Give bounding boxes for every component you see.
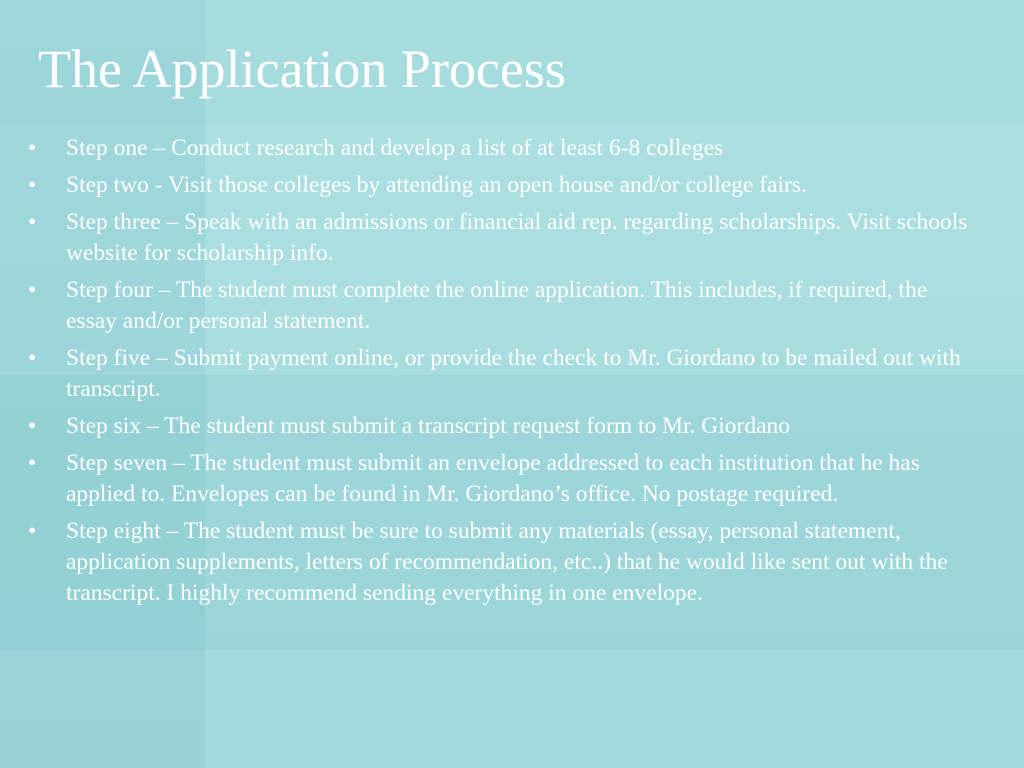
- step-text: Step five – Submit payment online, or provide the check to Mr. Giordano to be mailed out with transcript.: [66, 345, 961, 402]
- steps-list: [24, 133, 984, 615]
- step-text: Step three – Speak with an admissions or financial aid rep. regarding scholarships. Visit schools website for scholarship info.: [66, 209, 968, 266]
- list-item: [24, 411, 984, 442]
- step-text: Step seven – The student must submit an envelope addressed to each institution that he has applied to. Envelopes can be found in Mr. Giordano’s office. No postage required.: [66, 450, 920, 507]
- step-text: Step six – The student must submit a transcript request form to Mr. Giordano: [66, 413, 791, 439]
- bullet-icon: •: [28, 172, 37, 198]
- bullet-icon: •: [28, 413, 37, 439]
- slide-title: The Application Process: [38, 39, 566, 99]
- step-text: Step one – Conduct research and develop a list of at least 6-8 colleges: [66, 135, 724, 161]
- step-text: Step two - Visit those colleges by attending an open house and/or college fairs.: [66, 172, 807, 198]
- list-item: [24, 207, 984, 269]
- list-item: [24, 448, 984, 510]
- list-item: [24, 170, 984, 201]
- list-item: [24, 133, 984, 164]
- bullet-icon: •: [28, 277, 37, 303]
- step-text: Step four – The student must complete the online application. This includes, if required, the essay and/or personal statement.: [66, 277, 928, 334]
- bullet-icon: •: [28, 209, 37, 235]
- list-item: [24, 343, 984, 405]
- bullet-icon: •: [28, 345, 37, 371]
- step-text: Step eight – The student must be sure to submit any materials (essay, personal statement, application supplements, letters of recommendation, etc..) that he would like sent out with the transcript. I highly recommend sending everything in one envelope.: [66, 518, 948, 606]
- bullet-icon: •: [28, 518, 37, 544]
- list-item: [24, 275, 984, 337]
- bullet-icon: •: [28, 135, 37, 161]
- list-item: [24, 516, 984, 609]
- bullet-icon: •: [28, 450, 37, 476]
